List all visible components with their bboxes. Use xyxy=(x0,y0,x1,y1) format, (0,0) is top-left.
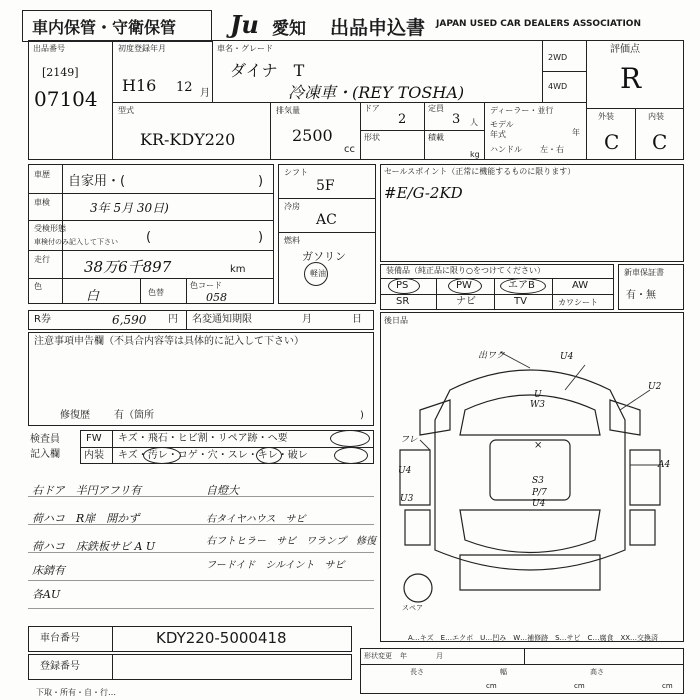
diagram-mark-1: 出ワク xyxy=(478,351,506,361)
model-name: ダイナ T xyxy=(230,61,305,80)
equipment-sr: SR xyxy=(396,296,410,307)
recycle-unit: 円 xyxy=(168,314,178,325)
cooling-label: 冷房 xyxy=(284,202,300,211)
remark-6: 自燈大 xyxy=(206,484,239,497)
diagram-mark-13: U3 xyxy=(400,494,414,504)
displacement-label: 排気量 xyxy=(276,106,300,115)
damage-legend: A…キズ E…エクボ U…凹み W…補修跡 S…サビ C…腐食 XX…交換済 xyxy=(408,634,659,642)
exterior-label: 外装 xyxy=(598,112,614,121)
remark-8: 右フトヒラー サビ ワランプ 修復 xyxy=(206,536,376,547)
interior-label: 内装 xyxy=(648,112,664,121)
warranty-label: 新車保証書 xyxy=(624,268,664,277)
bottom-row-text: 下取・所有・自・行… xyxy=(36,688,116,697)
inspection-value: 3年 5月 30日) xyxy=(90,201,169,215)
form-title: 出品申込書 xyxy=(330,17,426,39)
equipment-leather: カワシート xyxy=(558,298,598,307)
name-change-label: 名変通知期限 xyxy=(192,314,252,325)
association-name: JAPAN USED CAR DEALERS ASSOCIATION xyxy=(436,19,641,29)
interior-grade: C xyxy=(652,130,668,154)
height-label: 高さ xyxy=(590,668,604,676)
sales-point-box xyxy=(380,164,684,262)
equipment-aw: AW xyxy=(572,280,589,291)
load-label: 積載 xyxy=(428,133,444,142)
inspector-circle-1 xyxy=(330,430,370,447)
model-label: 車名・グレード xyxy=(217,44,273,53)
lot-label: 出品番号 xyxy=(33,44,65,53)
remark-3: 荷ハコ 床鉄板サビ A U xyxy=(32,540,156,553)
acceptance-note: 車検付のみ記入して下さい xyxy=(34,238,118,246)
ju-logo: Ju xyxy=(230,10,259,39)
dealer-label: ディーラー・並行 xyxy=(490,106,554,115)
mileage-unit: km xyxy=(230,264,246,275)
capacity-value: 3 xyxy=(452,112,461,127)
storage-label: 車内保管・守衛保管 xyxy=(32,18,177,37)
length-unit: cm xyxy=(486,682,497,690)
diagram-mark-8: A4 xyxy=(658,460,671,470)
mileage-value: 38万6千897 xyxy=(84,258,172,276)
recycle-label: R券 xyxy=(34,314,51,325)
dealer-model-label: モデル xyxy=(490,120,514,129)
diagram-mark-12: U4 xyxy=(532,499,546,509)
diagram-mark-10: S3 xyxy=(532,476,544,486)
rear-label: 後日品 xyxy=(384,316,408,325)
diagram-mark-2: U4 xyxy=(560,352,574,362)
inspection-label: 車検 xyxy=(34,198,50,207)
handle-options: 左・右 xyxy=(540,145,564,154)
color-tone-label: 色替 xyxy=(148,288,164,297)
height-unit: cm xyxy=(662,682,673,690)
acceptance-open: ( xyxy=(146,230,152,245)
inspector-interior-items: キズ・汚レ・コゲ・穴・スレ・キレ・破レ xyxy=(118,450,308,461)
inspector-circle-4 xyxy=(334,447,368,464)
chassis-label: 車台番号 xyxy=(40,633,80,644)
form-month: 月 xyxy=(436,652,443,660)
color-code: 058 xyxy=(206,291,227,304)
equipment-airbag-circle xyxy=(500,278,546,294)
sales-point-label: セールスポイント（正常に機能するものに限ります） xyxy=(384,167,576,176)
exterior-grade: C xyxy=(604,130,620,154)
fuel-value: ガソリン xyxy=(302,250,346,263)
name-change-month: 月 xyxy=(302,314,312,325)
chassis-value: KDY220-5000418 xyxy=(156,629,287,647)
equipment-tv: TV xyxy=(514,296,527,307)
load-unit: kg xyxy=(470,150,480,159)
equipment-ps: PS xyxy=(396,280,409,291)
acceptance-label: 受検形態 xyxy=(34,224,66,233)
inspector-exterior-items: キズ・飛石・ヒビ割・リペア跡・ヘ要 xyxy=(118,433,288,444)
displacement-value: 2500 xyxy=(292,126,333,145)
handle-label: ハンドル xyxy=(490,145,522,154)
first-registration-year: H16 xyxy=(122,76,157,95)
equipment-ps-circle xyxy=(388,278,420,294)
fill-label: 記入欄 xyxy=(30,449,60,460)
shift-value: 5F xyxy=(316,178,335,194)
capacity-unit: 人 xyxy=(470,118,478,127)
diagram-mark-11: P/7 xyxy=(532,488,547,498)
repair-history-value: 有（箇所 xyxy=(114,410,154,421)
capacity-label: 定員 xyxy=(428,104,444,113)
color-code-label: 色コード xyxy=(190,281,222,290)
remark-7: 右タイヤハウス サビ xyxy=(206,514,306,525)
remark-4: 床錆有 xyxy=(32,564,65,577)
diagram-mark-14: スペア xyxy=(402,604,423,612)
warranty-options: 有・無 xyxy=(626,290,656,301)
form-change-label: 形状変更 xyxy=(364,652,392,660)
length-label: 長さ xyxy=(410,668,424,676)
cooling-value: AC xyxy=(316,212,337,228)
width-label: 幅 xyxy=(500,668,507,676)
remark-1: 右ドア 半円アフリ有 xyxy=(32,484,142,497)
type-label: 型式 xyxy=(118,106,134,115)
type-value: KR-KDY220 xyxy=(140,130,236,149)
lot-number: 07104 xyxy=(34,87,98,111)
fuel-label: 燃料 xyxy=(284,236,300,245)
mileage-label: 走行 xyxy=(34,255,50,264)
sales-point-text: #E/G-2KD xyxy=(384,184,463,202)
fuel-diesel: 軽油 xyxy=(310,269,326,278)
grade-label: 評価点 xyxy=(610,44,640,55)
width-unit: cm xyxy=(574,682,585,690)
color-value: 白 xyxy=(86,289,100,304)
brand-name: 愛知 xyxy=(272,19,306,39)
lot-code: [2149] xyxy=(42,66,79,79)
equipment-pw-circle xyxy=(448,278,482,294)
shift-label: シフト xyxy=(284,168,308,177)
doors-value: 2 xyxy=(398,112,407,127)
displacement-unit: cc xyxy=(344,144,355,155)
diagram-mark-7: × xyxy=(534,440,543,451)
acceptance-close: ) xyxy=(258,230,264,245)
shape-label: 形状 xyxy=(364,133,380,142)
dealer-year-label: 年式 xyxy=(490,130,506,139)
repair-history-close: ) xyxy=(360,410,364,421)
model-grade: 冷凍車・(REY TOSHA) xyxy=(288,83,465,102)
remark-5: 各AU xyxy=(32,588,61,601)
dimensions-row xyxy=(360,648,684,694)
equipment-pw: PW xyxy=(456,280,472,291)
notes-label: 注意事項申告欄（不具合内容等は具体的に記入して下さい） xyxy=(34,336,304,347)
first-registration-label: 初度登録年月 xyxy=(118,44,166,53)
usage-label: 車歴 xyxy=(34,170,50,179)
registration-label: 登録番号 xyxy=(40,661,80,672)
form-year: 年 xyxy=(400,652,407,660)
color-label: 色 xyxy=(34,282,42,291)
drive-4wd: 4WD xyxy=(548,82,568,91)
diagram-mark-3: U2 xyxy=(648,382,662,392)
remark-9: フードイド シルイント サビ xyxy=(206,560,345,571)
diagram-mark-9: U4 xyxy=(398,466,412,476)
equipment-airbag: エアB xyxy=(508,280,535,291)
equipment-label: 装備品（純正品に限り○をつけてください） xyxy=(386,266,545,275)
repair-history-label: 修復歴 xyxy=(60,410,90,421)
name-change-day: 日 xyxy=(352,314,362,325)
first-registration-month: 12 xyxy=(176,80,193,95)
equipment-navi: ナビ xyxy=(456,296,476,307)
inspector-label: 検査員 xyxy=(30,434,60,445)
usage-close: ) xyxy=(258,174,264,189)
diagram-mark-5: W3 xyxy=(530,400,545,410)
usage-value: 自家用・( xyxy=(68,174,126,189)
inspector-interior-head: 内装 xyxy=(84,450,104,461)
recycle-value: 6,590 xyxy=(112,313,147,327)
doors-label: ドア xyxy=(364,104,380,113)
diagram-mark-6: フレ xyxy=(400,435,418,445)
grade-score: R xyxy=(620,62,642,95)
car-diagram xyxy=(380,340,680,630)
diagram-mark-4: U xyxy=(534,390,542,400)
dealer-year-unit: 年 xyxy=(572,128,580,137)
drive-2wd: 2WD xyxy=(548,53,568,62)
remark-2: 荷ハコ R扉 開かず xyxy=(32,512,140,525)
month-unit: 月 xyxy=(200,88,210,99)
inspector-fw: FW xyxy=(86,433,102,444)
inspector-circle-3 xyxy=(256,447,282,464)
inspector-circle-2 xyxy=(143,447,181,464)
